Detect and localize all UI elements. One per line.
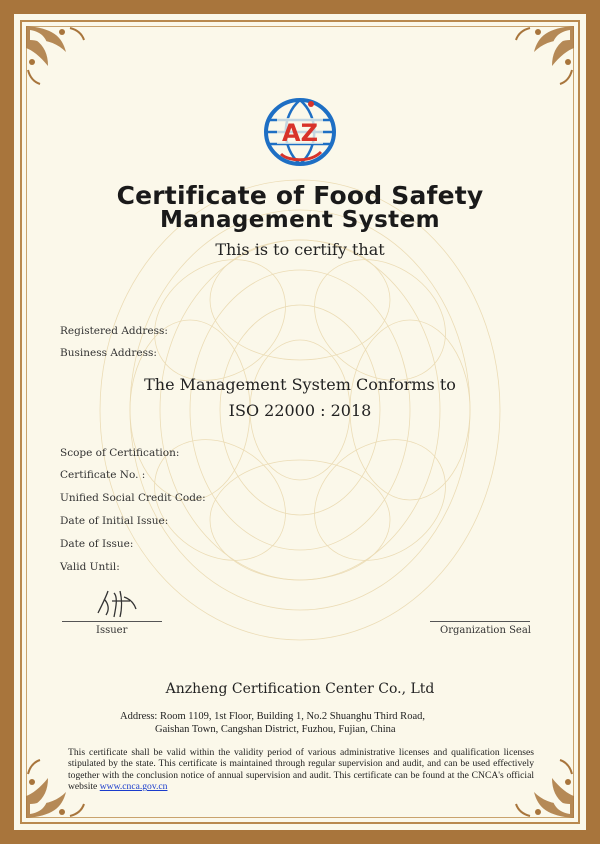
issue-date-label: Date of Issue: <box>60 538 134 550</box>
certificate-title: Certificate of Food Safety <box>116 181 484 210</box>
cnca-website-link[interactable]: www.cnca.gov.cn <box>99 781 168 793</box>
certify-statement: This is to certify that <box>215 240 385 259</box>
address-line2: Gaishan Town, Cangshan District, Fuzhou, Fujian, China <box>155 724 396 735</box>
globe-logo-icon <box>259 96 341 166</box>
validity-statement <box>68 747 534 793</box>
issuer-organization: Anzheng Certification Center Co., Ltd <box>165 681 435 697</box>
scope-label: Scope of Certification: <box>60 447 180 459</box>
issuer-label: Issuer <box>96 625 128 636</box>
certificate-number-label: Certificate No. : <box>60 469 146 481</box>
footer-text: This certificate shall be valid within the validity period of various administrative licenses and qualification licenses stipulated by the state. This certificate is maintained through regular supervision and audit, and can be used effectively together with the conclusion notice of annual supervision and audit. This certificate can be found at the CNCA's official website <box>68 747 534 793</box>
registered-address-label: Registered Address: <box>60 325 168 337</box>
address-label: Address: <box>120 711 158 722</box>
standard-name: ISO 22000 : 2018 <box>228 401 372 420</box>
business-address-label: Business Address: <box>60 347 157 359</box>
valid-until-label: Valid Until: <box>60 561 120 573</box>
handwritten-signature <box>90 585 150 620</box>
certificate-title-line2: Management System <box>160 207 440 233</box>
initial-issue-date-label: Date of Initial Issue: <box>60 515 169 527</box>
conformance-statement: The Management System Conforms to <box>144 375 456 394</box>
seal-line <box>430 621 530 622</box>
credit-code-label: Unified Social Credit Code: <box>60 492 206 504</box>
corner-ornament-icon <box>508 22 578 92</box>
corner-ornament-icon <box>22 22 92 92</box>
svg-text:AZ: AZ <box>282 119 318 147</box>
organization-seal-label: Organization Seal <box>440 625 531 636</box>
organization-address <box>120 710 520 736</box>
issuer-signature-line <box>62 621 162 622</box>
address-line1: Room 1109, 1st Floor, Building 1, No.2 Shuanghu Third Road, <box>159 711 425 722</box>
